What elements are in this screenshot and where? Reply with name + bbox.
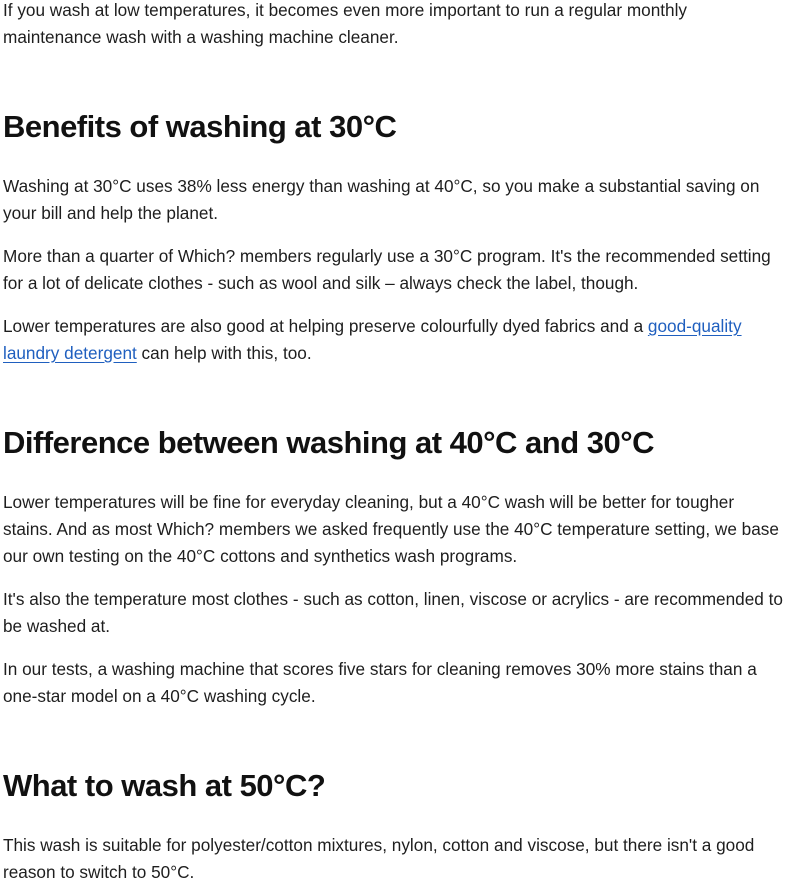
- intro-paragraph: If you wash at low temperatures, it becomes even more important to run a regular monthly maintenance wash with a washing machine cleaner.: [3, 0, 688, 47]
- laundry-detergent-link[interactable]: good-quality laundry detergent: [3, 316, 742, 363]
- paragraph-members-30-program: More than a quarter of Which? members regularly use a 30°C program. It's the recommended setting for a lot of delicate clothes - such as wool and silk – always check the label, though.: [3, 246, 771, 293]
- paragraph-text-before-link: Lower temperatures are also good at helping preserve colourfully dyed fabrics and a: [3, 316, 648, 336]
- paragraph-dyed-fabrics: [3, 313, 787, 367]
- section-heading-40-vs-30: Difference between washing at 40°C and 30°C: [3, 425, 655, 460]
- section-heading-benefits-30: Benefits of washing at 30°C: [3, 109, 397, 144]
- section-heading-50-degrees: What to wash at 50°C?: [3, 768, 326, 803]
- paragraph-test-results: In our tests, a washing machine that scores five stars for cleaning removes 30% more stains than a one-star model on a 40°C washing cycle.: [3, 659, 757, 706]
- paragraph-text-after-link: can help with this, too.: [136, 343, 312, 363]
- article-body: [3, 0, 787, 886]
- paragraph-energy-saving: Washing at 30°C uses 38% less energy than washing at 40°C, so you make a substantial saving on your bill and help the planet.: [3, 176, 760, 223]
- paragraph-50-suitable-fabrics: This wash is suitable for polyester/cotton mixtures, nylon, cotton and viscose, but there isn't a good reason to switch to 50°C.: [3, 835, 755, 882]
- paragraph-recommended-temperature: It's also the temperature most clothes - such as cotton, linen, viscose or acrylics - are recommended to be washed at.: [3, 589, 783, 636]
- paragraph-tougher-stains: Lower temperatures will be fine for everyday cleaning, but a 40°C wash will be better for tougher stains. And as most Which? members we asked frequently use the 40°C temperature setting, we base our own testing on the 40°C cottons and synthetics wash programs.: [3, 492, 779, 566]
